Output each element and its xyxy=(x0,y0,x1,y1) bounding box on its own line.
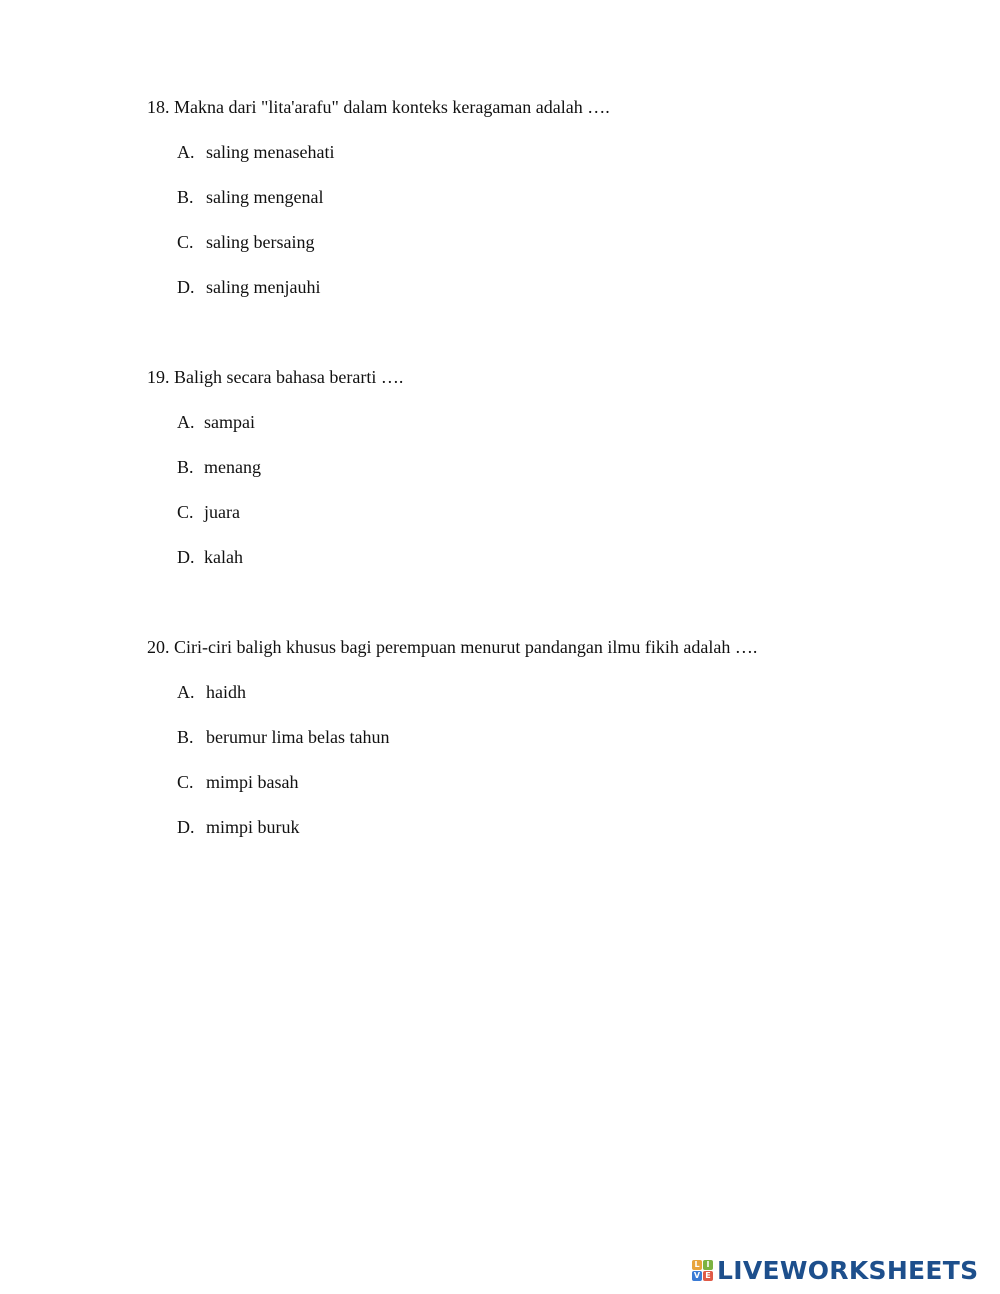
option-b[interactable] xyxy=(147,726,947,771)
option-c[interactable] xyxy=(147,231,947,276)
liveworksheets-logo xyxy=(692,1255,978,1285)
question-text: Baligh secara bahasa berarti …. xyxy=(174,367,404,387)
question-stem xyxy=(147,96,947,118)
logo-text: LIVEWORKSHEETS xyxy=(717,1255,979,1285)
option-b[interactable] xyxy=(147,456,947,501)
option-letter: D. xyxy=(177,547,195,567)
option-b[interactable] xyxy=(147,186,947,231)
option-text: mimpi basah xyxy=(206,772,299,792)
option-text: mimpi buruk xyxy=(206,817,300,837)
question-19 xyxy=(147,366,947,591)
option-text: saling mengenal xyxy=(206,187,324,207)
question-number: 20. xyxy=(147,637,170,657)
option-letter: B. xyxy=(177,457,194,477)
option-c[interactable] xyxy=(147,501,947,546)
logo-tile: L xyxy=(692,1260,702,1270)
logo-tile: V xyxy=(693,1270,701,1280)
option-text: juara xyxy=(204,502,240,522)
option-letter: B. xyxy=(177,187,194,207)
logo-tile: E xyxy=(703,1271,713,1281)
question-stem xyxy=(147,636,947,658)
answer-options xyxy=(147,141,947,321)
option-a[interactable] xyxy=(147,141,947,186)
question-20 xyxy=(147,636,947,861)
option-a[interactable] xyxy=(147,411,947,456)
option-d[interactable] xyxy=(147,546,947,591)
option-text: haidh xyxy=(206,682,246,702)
logo-tiles-icon xyxy=(692,1260,713,1281)
option-letter: C. xyxy=(177,502,194,522)
question-number: 19. xyxy=(147,367,170,387)
option-d[interactable] xyxy=(147,276,947,321)
answer-options xyxy=(147,411,947,591)
option-letter: C. xyxy=(177,772,194,792)
option-text: sampai xyxy=(204,412,255,432)
option-text: saling menasehati xyxy=(206,142,335,162)
question-18 xyxy=(147,96,947,321)
answer-options xyxy=(147,681,947,861)
question-text: Ciri-ciri baligh khusus bagi perempuan menurut pandangan ilmu fikih adalah …. xyxy=(174,637,758,657)
question-number: 18. xyxy=(147,97,170,117)
logo-tile: I xyxy=(703,1260,713,1270)
option-text: berumur lima belas tahun xyxy=(206,727,390,747)
question-text: Makna dari "lita'arafu" dalam konteks keragaman adalah …. xyxy=(174,97,610,117)
option-text: kalah xyxy=(204,547,243,567)
option-letter: D. xyxy=(177,277,195,297)
option-letter: B. xyxy=(177,727,194,747)
option-letter: A. xyxy=(177,142,195,162)
option-c[interactable] xyxy=(147,771,947,816)
option-letter: A. xyxy=(177,412,195,432)
option-letter: A. xyxy=(177,682,195,702)
option-d[interactable] xyxy=(147,816,947,861)
option-text: saling menjauhi xyxy=(206,277,321,297)
option-text: saling bersaing xyxy=(206,232,315,252)
option-letter: D. xyxy=(177,817,195,837)
option-letter: C. xyxy=(177,232,194,252)
option-a[interactable] xyxy=(147,681,947,726)
option-text: menang xyxy=(204,457,261,477)
question-stem xyxy=(147,366,947,388)
